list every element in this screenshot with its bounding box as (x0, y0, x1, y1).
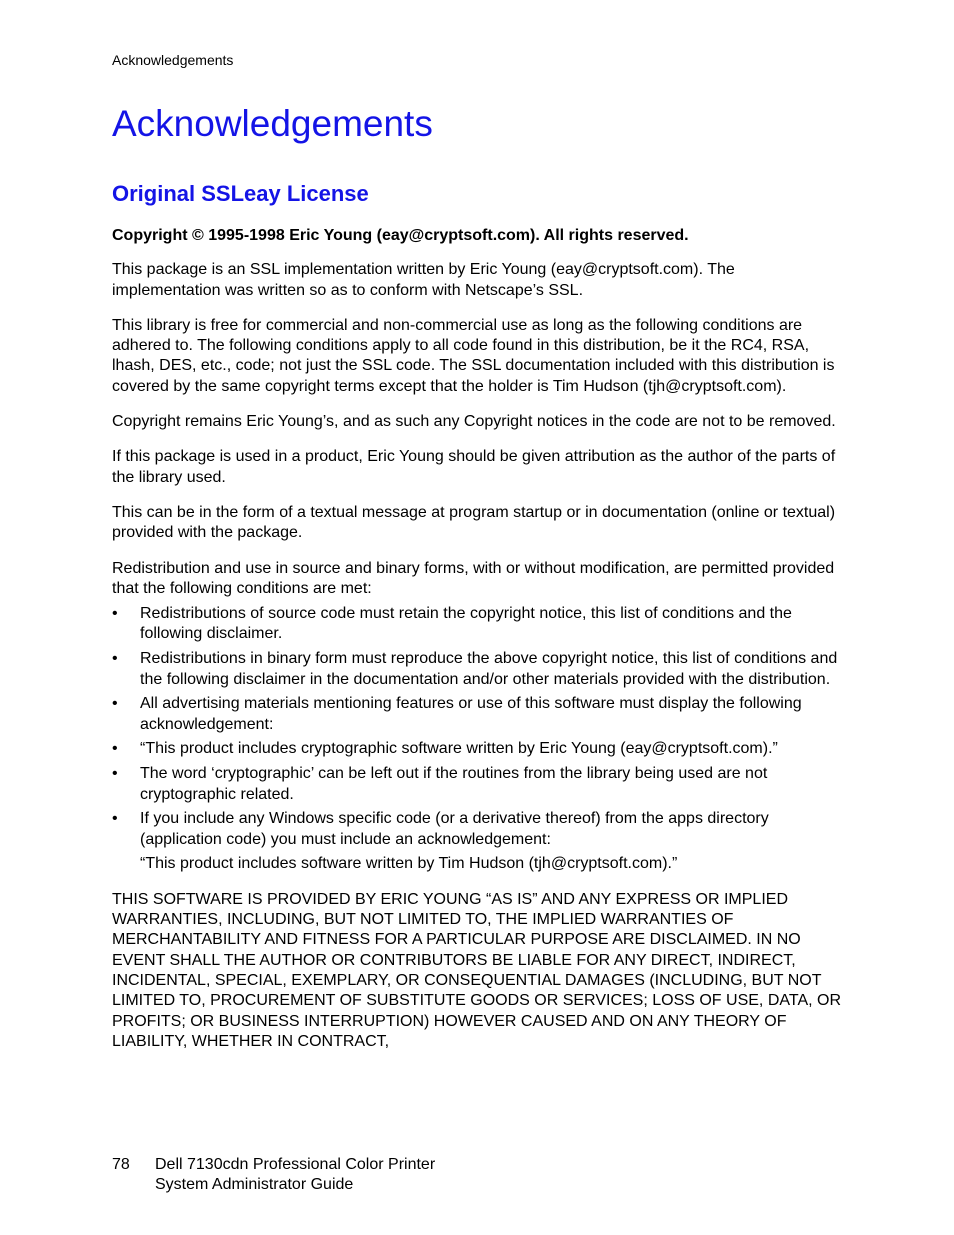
bullet-marker: • (112, 605, 118, 623)
bullet-marker: • (112, 810, 118, 828)
list-item-text: “This product includes cryptographic software written by Eric Young (eay@cryptsoft.com).” (140, 740, 778, 758)
footer-guide-line: System Administrator Guide (155, 1176, 354, 1193)
list-item-text: Redistributions of source code must retain the copyright notice, this list of conditions and the following disclaimer. (140, 605, 792, 643)
list-item (112, 809, 842, 850)
list-item-continuation (112, 854, 842, 874)
list-item-text: All advertising materials mentioning features or use of this software must display the following acknowledgement: (140, 695, 802, 733)
footer-product-line: Dell 7130cdn Professional Color Printer (155, 1156, 436, 1173)
page-title: Acknowledgements (112, 103, 433, 144)
bullet-marker: • (112, 695, 118, 713)
page-number: 78 (112, 1156, 130, 1173)
paragraph: If this package is used in a product, Eric Young should be given attribution as the author of the parts of the library used. (112, 448, 836, 486)
document-body (112, 226, 842, 1067)
list-item-text: The word ‘cryptographic’ can be left out if the routines from the library being used are not cryptographic related. (140, 765, 768, 803)
redistribution-intro: Redistribution and use in source and binary forms, with or without modification, are permitted provided that the following conditions are met: (112, 559, 835, 597)
bullet-marker: • (112, 740, 118, 758)
paragraph: This library is free for commercial and non-commercial use as long as the following conditions are adhered to. The following conditions apply to all code found in this distribution, be it the RC4, RSA, lhash, DES, etc., code; not just the SSL code. The SSL documentation included with this distribution is covered by the same copyright terms except that the holder is Tim Hudson (tjh@cryptsoft.com). (112, 316, 835, 395)
paragraph: Copyright remains Eric Young’s, and as such any Copyright notices in the code are not to be removed. (112, 413, 836, 431)
bullet-marker: • (112, 765, 118, 783)
list-item (112, 694, 842, 735)
bullet-marker: • (112, 650, 118, 668)
list-item-text: If you include any Windows specific code (or a derivative thereof) from the apps directory (application code) you must include an acknowledgement: (140, 810, 769, 848)
list-item-text: “This product includes software written by Tim Hudson (tjh@cryptsoft.com).” (140, 855, 678, 873)
footer-text (155, 1155, 435, 1195)
running-header: Acknowledgements (112, 52, 234, 68)
list-item (112, 739, 842, 759)
list-item-text: Redistributions in binary form must reproduce the above copyright notice, this list of conditions and the following disclaimer in the documentation and/or other materials provided with the distribution. (140, 650, 838, 688)
paragraph: This package is an SSL implementation written by Eric Young (eay@cryptsoft.com). The implementation was written so as to conform with Netscape’s SSL. (112, 261, 735, 299)
list-item (112, 764, 842, 805)
section-title: Original SSLeay License (112, 181, 369, 206)
conditions-list (112, 604, 842, 875)
list-item (112, 649, 842, 690)
disclaimer-paragraph: THIS SOFTWARE IS PROVIDED BY ERIC YOUNG “AS IS” AND ANY EXPRESS OR IMPLIED WARRANTIES, INCLUDING, BUT NOT LIMITED TO, THE IMPLIED WARRANTIES OF MERCHANTABILITY AND FITNESS FOR A PARTICULAR PURPOSE ARE DISCLAIMED. IN NO EVENT SHALL THE AUTHOR OR CONTRIBUTORS BE LIABLE FOR ANY DIRECT, INDIRECT, INCIDENTAL, SPECIAL, EXEMPLARY, OR CONSEQUENTIAL DAMAGES (INCLUDING, BUT NOT LIMITED TO, PROCUREMENT OF SUBSTITUTE GOODS OR SERVICES; LOSS OF USE, DATA, OR PROFITS; OR BUSINESS INTERRUPTION) HOWEVER CAUSED AND ON ANY THEORY OF LIABILITY, WHETHER IN CONTRACT, (112, 890, 841, 1050)
copyright-line: Copyright © 1995-1998 Eric Young (eay@cryptsoft.com). All rights reserved. (112, 227, 689, 244)
paragraph: This can be in the form of a textual message at program startup or in documentation (online or textual) provided with the package. (112, 503, 836, 542)
page-footer (112, 1155, 435, 1195)
list-item (112, 604, 842, 645)
